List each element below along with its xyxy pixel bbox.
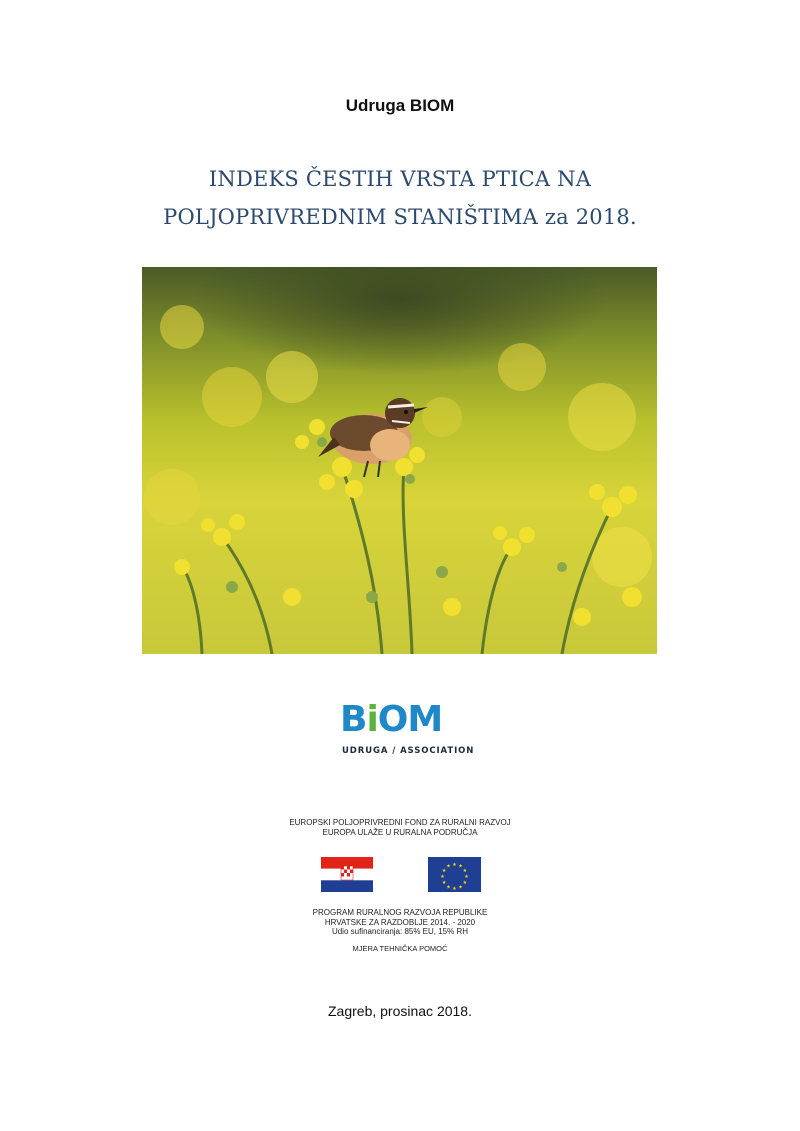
biom-logo-wordmark: BiOM (340, 699, 443, 740)
svg-text:★: ★ (458, 863, 463, 870)
fund-statement (0, 818, 800, 838)
svg-text:★: ★ (446, 863, 451, 870)
biom-logo-subtitle: UDRUGA / ASSOCIATION (342, 746, 475, 756)
eu-flag-icon (428, 857, 481, 892)
svg-text:★: ★ (441, 868, 447, 874)
flags-row (0, 857, 800, 893)
svg-text:★: ★ (440, 874, 445, 880)
svg-text:★: ★ (452, 886, 457, 892)
measure-label: MJERA TEHNIČKA POMOĆ (352, 944, 448, 953)
svg-text:★: ★ (462, 880, 468, 886)
title-line-1: INDEKS ČESTIH VRSTA PTICA NA (208, 167, 592, 191)
cover-photo-whinchat-on-rapeseed (142, 267, 657, 654)
biom-logo (336, 699, 475, 760)
program-line-1: PROGRAM RURALNOG RAZVOJA REPUBLIKE (312, 908, 488, 917)
svg-text:★: ★ (462, 868, 468, 874)
svg-text:★: ★ (452, 862, 457, 868)
report-title (0, 160, 800, 236)
program-line-2: HRVATSKE ZA RAZDOBLJE 2014. - 2020 (324, 917, 476, 927)
svg-text:★: ★ (441, 880, 447, 886)
organization-name: Udruga BIOM (345, 96, 455, 115)
fund-line-1: EUROPSKI POLJOPRIVREDNI FOND ZA RURALNI RAZVOJ (289, 818, 511, 827)
fund-line-2: EUROPA ULAŽE U RURALNA PODRUČJA (322, 828, 478, 837)
croatia-flag-icon (321, 857, 373, 892)
svg-text:★: ★ (464, 874, 469, 880)
title-line-2: POLJOPRIVREDNIM STANIŠTIMA za 2018. (163, 205, 637, 229)
svg-text:★: ★ (458, 884, 463, 891)
program-statement (0, 908, 800, 937)
place-date: Zagreb, prosinac 2018. (328, 1003, 472, 1019)
program-cofinancing: Udio sufinanciranja: 85% EU, 15% RH (331, 927, 469, 936)
svg-text:★: ★ (446, 884, 451, 891)
